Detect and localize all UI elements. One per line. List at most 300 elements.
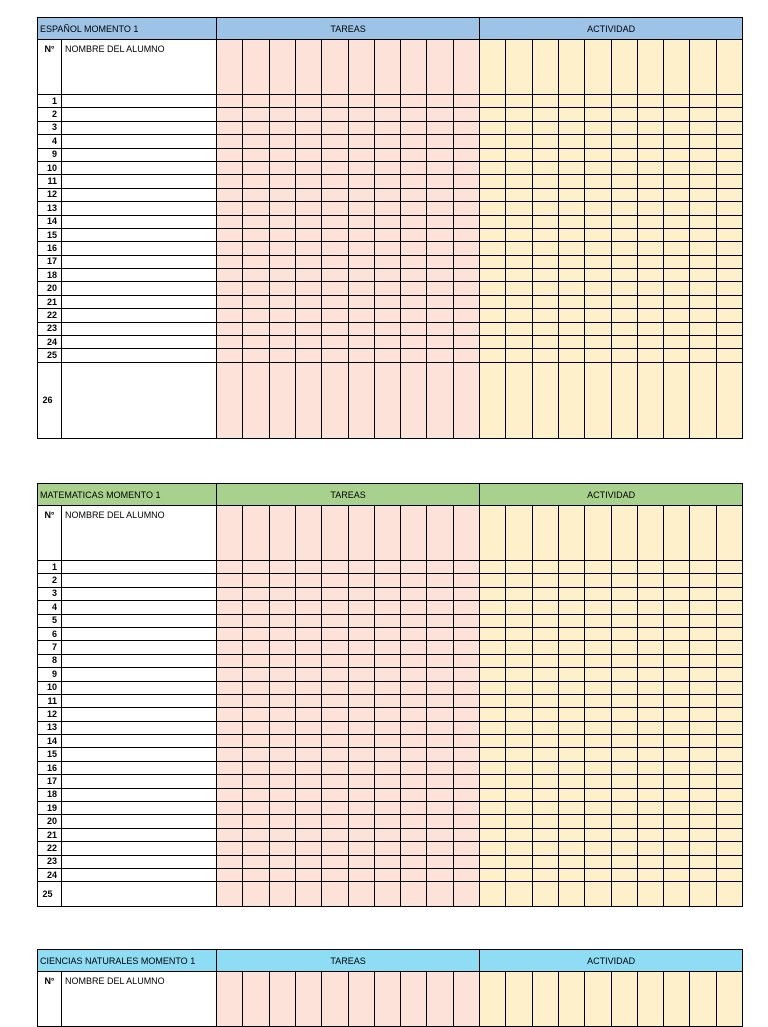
actividad-cell[interactable] [664,627,690,640]
actividad-cell[interactable] [611,322,637,335]
tarea-cell[interactable] [374,748,400,761]
tarea-cell[interactable] [401,828,427,841]
actividad-cell[interactable] [532,828,558,841]
actividad-cell[interactable] [506,842,532,855]
tarea-cell[interactable] [269,748,295,761]
tarea-cell[interactable] [269,972,295,1027]
actividad-cell[interactable] [611,242,637,255]
actividad-cell[interactable] [611,95,637,108]
tarea-cell[interactable] [269,668,295,681]
tarea-cell[interactable] [348,855,374,868]
actividad-cell[interactable] [690,721,716,734]
actividad-cell[interactable] [637,135,663,148]
actividad-cell[interactable] [506,654,532,667]
student-name-cell[interactable] [62,188,217,201]
actividad-cell[interactable] [664,282,690,295]
actividad-cell[interactable] [716,855,742,868]
tarea-cell[interactable] [401,641,427,654]
tarea-cell[interactable] [217,601,243,614]
tarea-cell[interactable] [269,282,295,295]
actividad-cell[interactable] [558,641,584,654]
tarea-cell[interactable] [374,282,400,295]
actividad-cell[interactable] [611,882,637,907]
actividad-cell[interactable] [690,269,716,282]
actividad-cell[interactable] [637,161,663,174]
tarea-cell[interactable] [322,506,348,561]
tarea-cell[interactable] [295,309,321,322]
tarea-cell[interactable] [269,161,295,174]
actividad-cell[interactable] [480,148,506,161]
tarea-cell[interactable] [427,654,453,667]
actividad-cell[interactable] [716,282,742,295]
actividad-cell[interactable] [716,309,742,322]
tarea-cell[interactable] [295,601,321,614]
tarea-cell[interactable] [348,255,374,268]
tarea-cell[interactable] [453,614,479,627]
actividad-cell[interactable] [585,842,611,855]
actividad-cell[interactable] [506,802,532,815]
actividad-cell[interactable] [585,202,611,215]
actividad-cell[interactable] [506,828,532,841]
actividad-cell[interactable] [506,694,532,707]
actividad-cell[interactable] [716,269,742,282]
student-name-cell[interactable] [62,135,217,148]
actividad-cell[interactable] [532,641,558,654]
actividad-cell[interactable] [664,40,690,95]
actividad-cell[interactable] [664,842,690,855]
tarea-cell[interactable] [348,668,374,681]
actividad-cell[interactable] [611,587,637,600]
tarea-cell[interactable] [348,121,374,134]
actividad-cell[interactable] [611,641,637,654]
actividad-cell[interactable] [558,349,584,362]
tarea-cell[interactable] [453,362,479,438]
tarea-cell[interactable] [295,855,321,868]
actividad-cell[interactable] [611,121,637,134]
actividad-cell[interactable] [532,735,558,748]
actividad-cell[interactable] [558,601,584,614]
tarea-cell[interactable] [269,506,295,561]
actividad-cell[interactable] [611,681,637,694]
actividad-cell[interactable] [664,708,690,721]
actividad-cell[interactable] [637,269,663,282]
tarea-cell[interactable] [217,775,243,788]
actividad-cell[interactable] [506,95,532,108]
tarea-cell[interactable] [217,175,243,188]
actividad-cell[interactable] [690,601,716,614]
actividad-cell[interactable] [532,842,558,855]
actividad-cell[interactable] [664,641,690,654]
actividad-cell[interactable] [664,188,690,201]
tarea-cell[interactable] [427,868,453,881]
actividad-cell[interactable] [690,175,716,188]
actividad-cell[interactable] [664,654,690,667]
tarea-cell[interactable] [269,148,295,161]
actividad-cell[interactable] [480,295,506,308]
tarea-cell[interactable] [269,641,295,654]
tarea-cell[interactable] [322,161,348,174]
tarea-cell[interactable] [322,108,348,121]
actividad-cell[interactable] [690,255,716,268]
tarea-cell[interactable] [269,95,295,108]
actividad-cell[interactable] [480,828,506,841]
actividad-cell[interactable] [690,135,716,148]
actividad-cell[interactable] [480,322,506,335]
tarea-cell[interactable] [243,855,269,868]
tarea-cell[interactable] [427,694,453,707]
tarea-cell[interactable] [374,506,400,561]
actividad-cell[interactable] [506,561,532,574]
student-name-cell[interactable] [62,668,217,681]
actividad-cell[interactable] [637,242,663,255]
actividad-cell[interactable] [690,681,716,694]
actividad-cell[interactable] [506,108,532,121]
tarea-cell[interactable] [348,972,374,1027]
actividad-cell[interactable] [637,627,663,640]
actividad-cell[interactable] [611,828,637,841]
actividad-cell[interactable] [558,627,584,640]
actividad-cell[interactable] [664,175,690,188]
tarea-cell[interactable] [453,601,479,614]
tarea-cell[interactable] [401,215,427,228]
tarea-cell[interactable] [374,255,400,268]
actividad-cell[interactable] [637,721,663,734]
actividad-cell[interactable] [558,161,584,174]
tarea-cell[interactable] [269,681,295,694]
tarea-cell[interactable] [243,148,269,161]
actividad-cell[interactable] [506,215,532,228]
tarea-cell[interactable] [269,40,295,95]
student-name-cell[interactable] [62,108,217,121]
actividad-cell[interactable] [480,708,506,721]
actividad-cell[interactable] [585,121,611,134]
actividad-cell[interactable] [506,681,532,694]
actividad-cell[interactable] [690,788,716,801]
actividad-cell[interactable] [690,775,716,788]
actividad-cell[interactable] [585,215,611,228]
actividad-cell[interactable] [690,322,716,335]
actividad-cell[interactable] [558,761,584,774]
actividad-cell[interactable] [637,668,663,681]
actividad-cell[interactable] [716,362,742,438]
tarea-cell[interactable] [295,735,321,748]
tarea-cell[interactable] [374,694,400,707]
actividad-cell[interactable] [506,972,532,1027]
tarea-cell[interactable] [217,295,243,308]
tarea-cell[interactable] [401,972,427,1027]
actividad-cell[interactable] [532,748,558,761]
actividad-cell[interactable] [480,269,506,282]
tarea-cell[interactable] [217,574,243,587]
tarea-cell[interactable] [322,882,348,907]
tarea-cell[interactable] [295,828,321,841]
tarea-cell[interactable] [217,309,243,322]
actividad-cell[interactable] [637,108,663,121]
tarea-cell[interactable] [427,148,453,161]
actividad-cell[interactable] [716,228,742,241]
tarea-cell[interactable] [217,681,243,694]
tarea-cell[interactable] [322,175,348,188]
actividad-cell[interactable] [480,802,506,815]
tarea-cell[interactable] [322,815,348,828]
student-name-cell[interactable] [62,228,217,241]
tarea-cell[interactable] [217,815,243,828]
tarea-cell[interactable] [348,309,374,322]
actividad-cell[interactable] [716,587,742,600]
tarea-cell[interactable] [217,188,243,201]
tarea-cell[interactable] [453,255,479,268]
tarea-cell[interactable] [243,362,269,438]
actividad-cell[interactable] [690,761,716,774]
tarea-cell[interactable] [243,215,269,228]
tarea-cell[interactable] [295,269,321,282]
actividad-cell[interactable] [637,828,663,841]
tarea-cell[interactable] [348,775,374,788]
actividad-cell[interactable] [716,627,742,640]
tarea-cell[interactable] [217,788,243,801]
actividad-cell[interactable] [690,161,716,174]
actividad-cell[interactable] [585,282,611,295]
actividad-cell[interactable] [716,788,742,801]
actividad-cell[interactable] [716,161,742,174]
tarea-cell[interactable] [269,775,295,788]
tarea-cell[interactable] [269,654,295,667]
tarea-cell[interactable] [217,855,243,868]
student-name-cell[interactable] [62,587,217,600]
tarea-cell[interactable] [243,815,269,828]
actividad-cell[interactable] [480,506,506,561]
actividad-cell[interactable] [585,614,611,627]
tarea-cell[interactable] [374,148,400,161]
actividad-cell[interactable] [611,561,637,574]
tarea-cell[interactable] [401,228,427,241]
actividad-cell[interactable] [664,135,690,148]
actividad-cell[interactable] [716,735,742,748]
actividad-cell[interactable] [506,322,532,335]
actividad-cell[interactable] [690,282,716,295]
actividad-cell[interactable] [480,681,506,694]
actividad-cell[interactable] [585,694,611,707]
actividad-cell[interactable] [716,40,742,95]
actividad-cell[interactable] [480,868,506,881]
tarea-cell[interactable] [348,188,374,201]
actividad-cell[interactable] [611,735,637,748]
actividad-cell[interactable] [532,188,558,201]
tarea-cell[interactable] [348,828,374,841]
actividad-cell[interactable] [532,708,558,721]
actividad-cell[interactable] [664,148,690,161]
tarea-cell[interactable] [243,95,269,108]
actividad-cell[interactable] [690,882,716,907]
actividad-cell[interactable] [506,362,532,438]
actividad-cell[interactable] [637,349,663,362]
actividad-cell[interactable] [611,40,637,95]
actividad-cell[interactable] [690,188,716,201]
tarea-cell[interactable] [269,802,295,815]
tarea-cell[interactable] [295,882,321,907]
tarea-cell[interactable] [322,601,348,614]
actividad-cell[interactable] [611,694,637,707]
tarea-cell[interactable] [269,228,295,241]
actividad-cell[interactable] [664,349,690,362]
actividad-cell[interactable] [480,228,506,241]
tarea-cell[interactable] [243,40,269,95]
tarea-cell[interactable] [295,708,321,721]
actividad-cell[interactable] [690,708,716,721]
tarea-cell[interactable] [453,788,479,801]
tarea-cell[interactable] [374,561,400,574]
actividad-cell[interactable] [716,868,742,881]
tarea-cell[interactable] [322,561,348,574]
tarea-cell[interactable] [374,815,400,828]
actividad-cell[interactable] [506,161,532,174]
actividad-cell[interactable] [558,269,584,282]
actividad-cell[interactable] [664,336,690,349]
actividad-cell[interactable] [585,627,611,640]
actividad-cell[interactable] [637,188,663,201]
student-name-cell[interactable] [62,614,217,627]
actividad-cell[interactable] [506,601,532,614]
tarea-cell[interactable] [453,561,479,574]
actividad-cell[interactable] [690,668,716,681]
tarea-cell[interactable] [322,627,348,640]
tarea-cell[interactable] [269,175,295,188]
actividad-cell[interactable] [480,309,506,322]
actividad-cell[interactable] [690,641,716,654]
actividad-cell[interactable] [480,587,506,600]
tarea-cell[interactable] [243,748,269,761]
actividad-cell[interactable] [558,135,584,148]
tarea-cell[interactable] [427,972,453,1027]
actividad-cell[interactable] [506,668,532,681]
actividad-cell[interactable] [611,148,637,161]
actividad-cell[interactable] [532,627,558,640]
tarea-cell[interactable] [269,828,295,841]
actividad-cell[interactable] [611,855,637,868]
tarea-cell[interactable] [322,668,348,681]
actividad-cell[interactable] [506,761,532,774]
actividad-cell[interactable] [532,721,558,734]
student-name-cell[interactable] [62,561,217,574]
tarea-cell[interactable] [427,627,453,640]
tarea-cell[interactable] [374,349,400,362]
actividad-cell[interactable] [585,188,611,201]
actividad-cell[interactable] [585,654,611,667]
tarea-cell[interactable] [453,108,479,121]
actividad-cell[interactable] [611,668,637,681]
tarea-cell[interactable] [427,121,453,134]
tarea-cell[interactable] [269,708,295,721]
actividad-cell[interactable] [637,972,663,1027]
tarea-cell[interactable] [269,574,295,587]
actividad-cell[interactable] [664,668,690,681]
actividad-cell[interactable] [690,587,716,600]
tarea-cell[interactable] [427,614,453,627]
actividad-cell[interactable] [637,121,663,134]
actividad-cell[interactable] [532,788,558,801]
tarea-cell[interactable] [374,295,400,308]
tarea-cell[interactable] [322,322,348,335]
tarea-cell[interactable] [217,721,243,734]
actividad-cell[interactable] [637,748,663,761]
tarea-cell[interactable] [295,295,321,308]
tarea-cell[interactable] [401,761,427,774]
tarea-cell[interactable] [374,654,400,667]
tarea-cell[interactable] [348,295,374,308]
actividad-cell[interactable] [664,269,690,282]
actividad-cell[interactable] [690,362,716,438]
actividad-cell[interactable] [480,215,506,228]
tarea-cell[interactable] [295,108,321,121]
actividad-cell[interactable] [690,561,716,574]
tarea-cell[interactable] [453,668,479,681]
actividad-cell[interactable] [506,627,532,640]
actividad-cell[interactable] [480,188,506,201]
actividad-cell[interactable] [585,681,611,694]
tarea-cell[interactable] [453,574,479,587]
student-name-cell[interactable] [62,627,217,640]
actividad-cell[interactable] [558,775,584,788]
tarea-cell[interactable] [453,188,479,201]
tarea-cell[interactable] [401,721,427,734]
actividad-cell[interactable] [480,95,506,108]
actividad-cell[interactable] [611,506,637,561]
actividad-cell[interactable] [611,295,637,308]
actividad-cell[interactable] [585,295,611,308]
actividad-cell[interactable] [716,748,742,761]
student-name-cell[interactable] [62,362,217,438]
tarea-cell[interactable] [453,842,479,855]
actividad-cell[interactable] [532,148,558,161]
actividad-cell[interactable] [506,282,532,295]
tarea-cell[interactable] [427,748,453,761]
actividad-cell[interactable] [480,641,506,654]
tarea-cell[interactable] [427,336,453,349]
tarea-cell[interactable] [453,242,479,255]
actividad-cell[interactable] [585,161,611,174]
actividad-cell[interactable] [690,336,716,349]
tarea-cell[interactable] [269,587,295,600]
tarea-cell[interactable] [269,868,295,881]
student-name-cell[interactable] [62,309,217,322]
actividad-cell[interactable] [532,506,558,561]
tarea-cell[interactable] [217,561,243,574]
tarea-cell[interactable] [217,868,243,881]
tarea-cell[interactable] [374,788,400,801]
tarea-cell[interactable] [243,614,269,627]
student-name-cell[interactable] [62,161,217,174]
tarea-cell[interactable] [322,748,348,761]
tarea-cell[interactable] [401,735,427,748]
tarea-cell[interactable] [427,735,453,748]
tarea-cell[interactable] [243,721,269,734]
tarea-cell[interactable] [453,641,479,654]
actividad-cell[interactable] [611,627,637,640]
tarea-cell[interactable] [348,708,374,721]
tarea-cell[interactable] [401,362,427,438]
tarea-cell[interactable] [374,614,400,627]
tarea-cell[interactable] [322,362,348,438]
tarea-cell[interactable] [269,336,295,349]
tarea-cell[interactable] [427,242,453,255]
tarea-cell[interactable] [217,108,243,121]
tarea-cell[interactable] [427,601,453,614]
actividad-cell[interactable] [637,561,663,574]
tarea-cell[interactable] [322,148,348,161]
student-name-cell[interactable] [62,788,217,801]
student-name-cell[interactable] [62,202,217,215]
actividad-cell[interactable] [480,721,506,734]
